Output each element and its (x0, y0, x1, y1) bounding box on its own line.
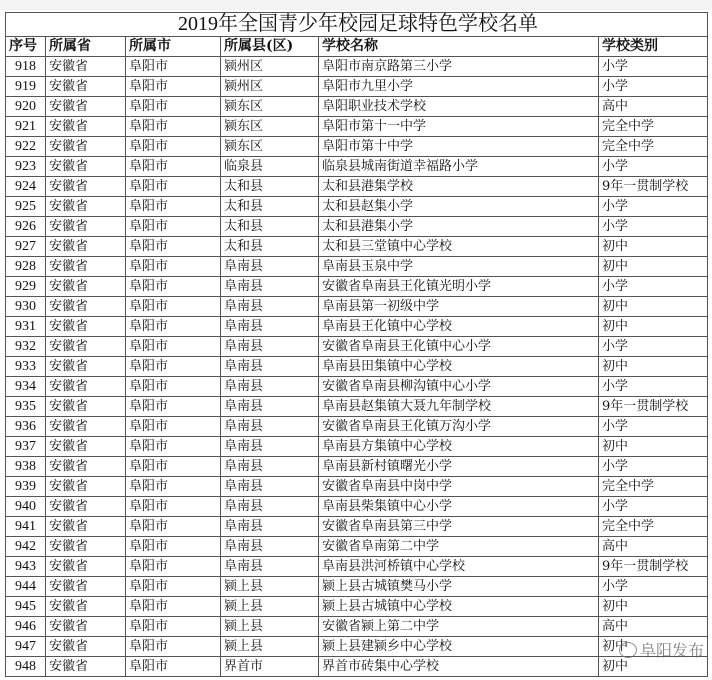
cell-county: 太和县 (221, 217, 319, 237)
cell-school-type: 小学 (599, 417, 708, 437)
cell-school-name: 太和县赵集小学 (319, 197, 599, 217)
cell-school-name: 颍上县古城镇樊马小学 (319, 577, 599, 597)
cell-province: 安徽省 (46, 177, 126, 197)
cell-province: 安徽省 (46, 117, 126, 137)
cell-school-type: 高中 (599, 537, 708, 557)
table-row (6, 97, 708, 117)
cell-school-type: 初中 (599, 237, 708, 257)
cell-school-name: 阜南县洪河桥镇中心学校 (319, 557, 599, 577)
table-row (6, 657, 708, 677)
cell-county: 阜南县 (221, 357, 319, 377)
cell-county: 颍上县 (221, 577, 319, 597)
cell-index: 945 (6, 597, 46, 617)
cell-province: 安徽省 (46, 277, 126, 297)
cell-school-type: 完全中学 (599, 517, 708, 537)
cell-county: 太和县 (221, 197, 319, 217)
cell-school-name: 阜南县柴集镇中心小学 (319, 497, 599, 517)
cell-county: 阜南县 (221, 257, 319, 277)
cell-school-type: 初中 (599, 637, 708, 657)
cell-city: 阜阳市 (126, 217, 221, 237)
cell-city: 阜阳市 (126, 277, 221, 297)
cell-city: 阜阳市 (126, 357, 221, 377)
table-row (6, 417, 708, 437)
cell-school-type: 小学 (599, 197, 708, 217)
cell-province: 安徽省 (46, 597, 126, 617)
cell-school-name: 阜阳市南京路第三小学 (319, 57, 599, 77)
cell-city: 阜阳市 (126, 77, 221, 97)
cell-county: 阜南县 (221, 337, 319, 357)
cell-province: 安徽省 (46, 577, 126, 597)
cell-province: 安徽省 (46, 337, 126, 357)
cell-index: 937 (6, 437, 46, 457)
cell-index: 923 (6, 157, 46, 177)
school-list-table (5, 12, 708, 677)
cell-school-name: 阜南县王化镇中心学校 (319, 317, 599, 337)
cell-index: 938 (6, 457, 46, 477)
header-province: 所属省 (46, 37, 126, 57)
cell-index: 939 (6, 477, 46, 497)
cell-province: 安徽省 (46, 157, 126, 177)
cell-index: 931 (6, 317, 46, 337)
cell-index: 925 (6, 197, 46, 217)
cell-county: 阜南县 (221, 557, 319, 577)
cell-school-type: 小学 (599, 377, 708, 397)
cell-county: 阜南县 (221, 477, 319, 497)
table-row (6, 57, 708, 77)
cell-school-type: 小学 (599, 497, 708, 517)
cell-city: 阜阳市 (126, 317, 221, 337)
cell-school-name: 安徽省阜南县王化镇中心小学 (319, 337, 599, 357)
table-row (6, 517, 708, 537)
cell-index: 920 (6, 97, 46, 117)
cell-city: 阜阳市 (126, 157, 221, 177)
header-school-name: 学校名称 (319, 37, 599, 57)
cell-school-type: 初中 (599, 357, 708, 377)
cell-school-type: 9年一贯制学校 (599, 177, 708, 197)
cell-city: 阜阳市 (126, 557, 221, 577)
cell-city: 阜阳市 (126, 477, 221, 497)
watermark-text: 阜阳发布 (639, 641, 704, 660)
cell-school-type: 小学 (599, 157, 708, 177)
cell-city: 阜阳市 (126, 437, 221, 457)
cell-school-type: 完全中学 (599, 477, 708, 497)
cell-school-name: 阜南县新村镇曙光小学 (319, 457, 599, 477)
cell-city: 阜阳市 (126, 397, 221, 417)
cell-city: 阜阳市 (126, 377, 221, 397)
cell-index: 941 (6, 517, 46, 537)
cell-index: 928 (6, 257, 46, 277)
header-index: 序号 (6, 37, 46, 57)
cell-school-name: 安徽省阜南县中岗中学 (319, 477, 599, 497)
cell-school-type: 小学 (599, 577, 708, 597)
cell-school-type: 小学 (599, 457, 708, 477)
cell-index: 947 (6, 637, 46, 657)
cell-city: 阜阳市 (126, 177, 221, 197)
cell-province: 安徽省 (46, 297, 126, 317)
cell-index: 936 (6, 417, 46, 437)
cell-school-name: 颍上县建颍乡中心学校 (319, 637, 599, 657)
cell-county: 颍州区 (221, 57, 319, 77)
cell-city: 阜阳市 (126, 57, 221, 77)
cell-school-type: 小学 (599, 217, 708, 237)
cell-school-type: 高中 (599, 617, 708, 637)
cell-province: 安徽省 (46, 57, 126, 77)
cell-county: 阜南县 (221, 457, 319, 477)
cell-province: 安徽省 (46, 357, 126, 377)
header-county: 所属县(区) (221, 37, 319, 57)
cell-index: 924 (6, 177, 46, 197)
cell-city: 阜阳市 (126, 237, 221, 257)
cell-index: 929 (6, 277, 46, 297)
cell-province: 安徽省 (46, 97, 126, 117)
cell-school-name: 阜南县田集镇中心学校 (319, 357, 599, 377)
cell-county: 太和县 (221, 177, 319, 197)
cell-province: 安徽省 (46, 237, 126, 257)
cell-index: 942 (6, 537, 46, 557)
cell-school-name: 颍上县古城镇中心学校 (319, 597, 599, 617)
header-city: 所属市 (126, 37, 221, 57)
cell-county: 阜南县 (221, 437, 319, 457)
cell-school-name: 阜南县赵集镇大聂九年制学校 (319, 397, 599, 417)
cell-county: 阜南县 (221, 277, 319, 297)
cell-index: 943 (6, 557, 46, 577)
cell-county: 颍上县 (221, 617, 319, 637)
cell-school-name: 太和县港集小学 (319, 217, 599, 237)
cell-school-type: 小学 (599, 57, 708, 77)
table-row (6, 157, 708, 177)
cell-province: 安徽省 (46, 77, 126, 97)
table-row (6, 197, 708, 217)
cell-province: 安徽省 (46, 557, 126, 577)
cell-city: 阜阳市 (126, 257, 221, 277)
cell-province: 安徽省 (46, 197, 126, 217)
cell-index: 934 (6, 377, 46, 397)
cell-school-name: 太和县三堂镇中心学校 (319, 237, 599, 257)
cell-province: 安徽省 (46, 537, 126, 557)
table-row (6, 337, 708, 357)
cell-county: 阜南县 (221, 377, 319, 397)
table-title: 2019年全国青少年校园足球特色学校名单 (6, 13, 708, 37)
table-row (6, 457, 708, 477)
cell-province: 安徽省 (46, 477, 126, 497)
cell-index: 935 (6, 397, 46, 417)
cell-school-name: 阜南县第一初级中学 (319, 297, 599, 317)
table-row (6, 137, 708, 157)
cell-county: 太和县 (221, 237, 319, 257)
table-row (6, 397, 708, 417)
cell-school-name: 太和县港集学校 (319, 177, 599, 197)
top-bar (0, 0, 712, 10)
cell-index: 922 (6, 137, 46, 157)
cell-province: 安徽省 (46, 257, 126, 277)
table-row (6, 537, 708, 557)
cell-province: 安徽省 (46, 517, 126, 537)
cell-province: 安徽省 (46, 417, 126, 437)
cell-county: 颍上县 (221, 637, 319, 657)
table-row (6, 477, 708, 497)
cell-school-type: 小学 (599, 77, 708, 97)
cell-city: 阜阳市 (126, 137, 221, 157)
table-row (6, 497, 708, 517)
cell-province: 安徽省 (46, 657, 126, 677)
cell-index: 944 (6, 577, 46, 597)
cell-school-type: 初中 (599, 257, 708, 277)
cell-county: 阜南县 (221, 497, 319, 517)
cell-city: 阜阳市 (126, 577, 221, 597)
cell-province: 安徽省 (46, 617, 126, 637)
cell-school-type: 9年一贯制学校 (599, 397, 708, 417)
cell-school-name: 临泉县城南街道幸福路小学 (319, 157, 599, 177)
cell-school-name: 阜南县方集镇中心学校 (319, 437, 599, 457)
cell-county: 颍州区 (221, 77, 319, 97)
cell-county: 阜南县 (221, 517, 319, 537)
cell-city: 阜阳市 (126, 537, 221, 557)
table-row (6, 237, 708, 257)
cell-school-name: 安徽省阜南县王化镇万沟小学 (319, 417, 599, 437)
cell-school-type: 初中 (599, 297, 708, 317)
cell-city: 阜阳市 (126, 457, 221, 477)
cell-county: 阜南县 (221, 537, 319, 557)
cell-city: 阜阳市 (126, 617, 221, 637)
cell-school-name: 阜阳市第十中学 (319, 137, 599, 157)
cell-county: 阜南县 (221, 317, 319, 337)
cell-index: 940 (6, 497, 46, 517)
cell-school-type: 初中 (599, 317, 708, 337)
watermark (619, 638, 704, 661)
cell-province: 安徽省 (46, 497, 126, 517)
cell-school-type: 9年一贯制学校 (599, 557, 708, 577)
table-row (6, 317, 708, 337)
cell-school-name: 安徽省阜南县王化镇光明小学 (319, 277, 599, 297)
table-row (6, 637, 708, 657)
table-row (6, 617, 708, 637)
table-row (6, 277, 708, 297)
cell-school-name: 安徽省阜南第二中学 (319, 537, 599, 557)
cell-city: 阜阳市 (126, 197, 221, 217)
cell-school-name: 安徽省颍上第二中学 (319, 617, 599, 637)
cell-index: 933 (6, 357, 46, 377)
cell-school-type: 小学 (599, 277, 708, 297)
cell-province: 安徽省 (46, 637, 126, 657)
table-row (6, 377, 708, 397)
wechat-icon (619, 642, 637, 658)
cell-school-name: 安徽省阜南县第三中学 (319, 517, 599, 537)
cell-city: 阜阳市 (126, 97, 221, 117)
cell-city: 阜阳市 (126, 597, 221, 617)
cell-school-type: 高中 (599, 97, 708, 117)
cell-school-type: 完全中学 (599, 117, 708, 137)
table-row (6, 217, 708, 237)
cell-city: 阜阳市 (126, 637, 221, 657)
cell-index: 948 (6, 657, 46, 677)
header-school-type: 学校类别 (599, 37, 708, 57)
cell-index: 927 (6, 237, 46, 257)
cell-county: 临泉县 (221, 157, 319, 177)
cell-school-name: 界首市砖集中心学校 (319, 657, 599, 677)
cell-school-name: 阜阳市第十一中学 (319, 117, 599, 137)
table-row (6, 357, 708, 377)
cell-index: 926 (6, 217, 46, 237)
cell-school-name: 阜南县玉泉中学 (319, 257, 599, 277)
table-row (6, 437, 708, 457)
table-row (6, 77, 708, 97)
cell-school-type: 小学 (599, 337, 708, 357)
table-row (6, 597, 708, 617)
cell-school-name: 阜阳市九里小学 (319, 77, 599, 97)
cell-county: 阜南县 (221, 397, 319, 417)
cell-school-type: 完全中学 (599, 137, 708, 157)
cell-school-type: 初中 (599, 657, 708, 677)
table-row (6, 557, 708, 577)
cell-index: 946 (6, 617, 46, 637)
cell-province: 安徽省 (46, 217, 126, 237)
cell-index: 918 (6, 57, 46, 77)
cell-index: 919 (6, 77, 46, 97)
cell-province: 安徽省 (46, 397, 126, 417)
cell-province: 安徽省 (46, 137, 126, 157)
cell-province: 安徽省 (46, 437, 126, 457)
cell-city: 阜阳市 (126, 517, 221, 537)
cell-province: 安徽省 (46, 457, 126, 477)
cell-index: 930 (6, 297, 46, 317)
table-row (6, 117, 708, 137)
cell-school-name: 阜阳职业技术学校 (319, 97, 599, 117)
cell-city: 阜阳市 (126, 337, 221, 357)
cell-county: 阜南县 (221, 297, 319, 317)
cell-city: 阜阳市 (126, 417, 221, 437)
cell-province: 安徽省 (46, 317, 126, 337)
cell-county: 颍上县 (221, 597, 319, 617)
cell-county: 颍东区 (221, 117, 319, 137)
cell-school-name: 安徽省阜南县柳沟镇中心小学 (319, 377, 599, 397)
cell-county: 阜南县 (221, 417, 319, 437)
cell-city: 阜阳市 (126, 657, 221, 677)
cell-school-type: 初中 (599, 597, 708, 617)
cell-province: 安徽省 (46, 377, 126, 397)
cell-county: 界首市 (221, 657, 319, 677)
cell-city: 阜阳市 (126, 117, 221, 137)
cell-city: 阜阳市 (126, 497, 221, 517)
table-row (6, 177, 708, 197)
header-row (6, 37, 708, 57)
cell-county: 颍东区 (221, 97, 319, 117)
cell-index: 921 (6, 117, 46, 137)
cell-county: 颍东区 (221, 137, 319, 157)
cell-index: 932 (6, 337, 46, 357)
cell-school-type: 初中 (599, 437, 708, 457)
table-row (6, 577, 708, 597)
cell-city: 阜阳市 (126, 297, 221, 317)
table-row (6, 297, 708, 317)
table-row (6, 257, 708, 277)
